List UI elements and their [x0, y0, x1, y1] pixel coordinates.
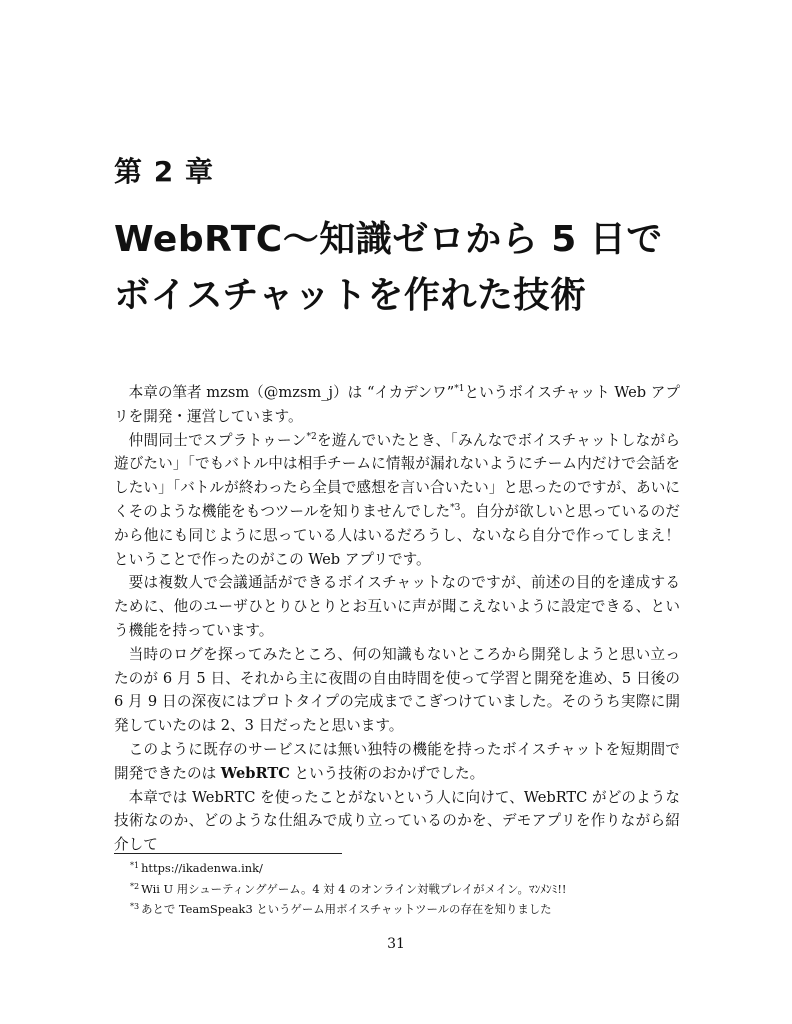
footnote-text: あとで TeamSpeak3 というゲーム用ボイスチャットツールの存在を知りました	[141, 902, 552, 916]
paragraph: 要は複数人で会議通話ができるボイスチャットなのですが、前述の目的を達成するために、他のユーザひとりひとりとお互いに声が聞こえないように設定できる、という機能を持っています。	[114, 574, 680, 639]
paragraph: 当時のログを探ってみたところ、何の知識もないところから開発しようと思い立ったのが 6 月 5 日、それから主に夜間の自由時間を使って学習と開発を進め、5 日後の 6 月 9 日の深夜にはプロトタイプの完成までこぎつけていました。そのうち実際に開発していたのは 2、3 日だったと思います。	[114, 645, 681, 735]
chapter-title: WebRTC〜知識ゼロから 5 日でボイスチャットを作れた技術	[114, 219, 663, 316]
paragraph: このように既存のサービスには無い独特の機能を持ったボイスチャットを短期間で開発できたのは WebRTC という技術のおかげでした。	[114, 740, 680, 782]
chapter-body	[114, 381, 680, 857]
footnote	[130, 857, 670, 878]
chapter-number: 第 2 章	[114, 155, 214, 188]
footnote-ref[interactable]: *3	[450, 502, 461, 513]
emphasis-term: WebRTC	[220, 764, 290, 782]
page-number: 31	[387, 936, 405, 952]
paragraph: 仲間同士でスプラトゥーン$^{*2}$を遊んでいたとき、「みんなでボイスチャットしながら遊びたい」「でもバトル中は相手チームに情報が漏れないようにチーム内だけで会話をしたい」「バトルが終わったら全員で感想を言い合いたい」と思ったのですが、あいにくそのような機能をもつツールを知りませんでした$^{*3}$。自分が欲しいと思っているのだから他にも同じように思っている人はいるだろうし、ないなら自分で作ってしまえ！ ということで作ったのがこの Web アプリです。	[114, 431, 680, 568]
paragraph: 本章では WebRTC を使ったことがないという人に向けて、WebRTC がどのような技術なのか、どのような仕組みで成り立っているのかを、デモアプリを作りながら紹介して	[114, 788, 680, 854]
footnote-text[interactable]: https://ikadenwa.ink/	[141, 861, 263, 875]
footnote-ref[interactable]: *1	[454, 384, 465, 394]
footnote-text: Wii U 用シューティングゲーム。4 対 4 のオンライン対戦プレイがメイン。ﾏﾝﾒﾝﾐ!!	[141, 881, 567, 896]
footnote-divider	[114, 853, 342, 854]
footnote-ref[interactable]: *2	[306, 431, 317, 442]
footnote-mark: *3	[130, 902, 140, 911]
footnote	[130, 878, 670, 899]
paragraph: 本章の筆者 mzsm（@mzsm_j）は “イカデンワ”$^{*1}$というボイスチャット Web アプリを開発・運営しています。	[114, 384, 680, 425]
footnote-mark: *1	[130, 861, 140, 870]
footnote-mark: *2	[130, 881, 140, 891]
footnote	[130, 898, 670, 919]
footnotes	[130, 857, 670, 919]
